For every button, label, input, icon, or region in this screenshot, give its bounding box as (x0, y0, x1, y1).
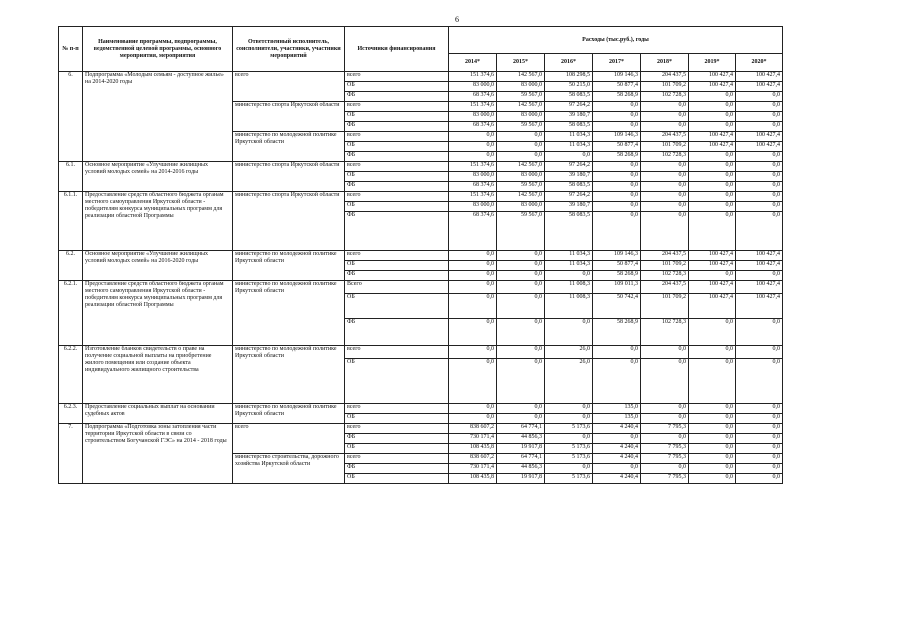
value-cell: 50 877,4 (593, 82, 641, 92)
value-cell: 100 427,4 (736, 82, 783, 92)
value-cell: 19 917,8 (497, 474, 545, 484)
value-cell: 100 427,4 (736, 72, 783, 82)
value-cell: 0,0 (689, 192, 736, 202)
value-cell: 108 298,5 (545, 72, 593, 82)
source-cell: Всего (345, 281, 449, 294)
source-cell: всего (345, 72, 449, 82)
value-cell: 0,0 (689, 271, 736, 281)
value-cell: 83 000,0 (449, 82, 497, 92)
value-cell: 44 856,3 (497, 434, 545, 444)
value-cell: 0,0 (449, 271, 497, 281)
value-cell: 730 171,4 (449, 464, 497, 474)
value-cell: 11 008,3 (545, 294, 593, 319)
value-cell: 100 427,4 (689, 294, 736, 319)
source-cell: ФБ (345, 152, 449, 162)
value-cell: 5 173,6 (545, 424, 593, 434)
value-cell: 97 264,2 (545, 102, 593, 112)
row-number: 6.2.3. (59, 404, 83, 424)
value-cell: 0,0 (689, 474, 736, 484)
source-cell: ОБ (345, 82, 449, 92)
value-cell: 0,0 (641, 162, 689, 172)
value-cell: 83 000,0 (497, 82, 545, 92)
header-source: Источники финансирования (345, 27, 449, 72)
value-cell: 0,0 (449, 251, 497, 261)
value-cell: 102 728,3 (641, 152, 689, 162)
value-cell: 0,0 (593, 434, 641, 444)
value-cell: 135,0 (593, 414, 641, 424)
program-name: Изготовление бланков свидетельств о праве на получение социальной выплаты на приобретение жилого помещения или создание объекта индивидуального жилищного строительства (83, 346, 233, 404)
table-row (59, 404, 783, 414)
table-body (59, 72, 783, 484)
value-cell: 0,0 (497, 142, 545, 152)
value-cell: 0,0 (736, 112, 783, 122)
value-cell: 0,0 (736, 414, 783, 424)
executor-cell: министерство по молодежной политике Иркутской области (233, 132, 345, 162)
value-cell: 0,0 (593, 162, 641, 172)
header-year: 2017* (593, 54, 641, 72)
row-number: 6.2. (59, 251, 83, 281)
value-cell: 68 374,6 (449, 212, 497, 251)
value-cell: 100 427,4 (736, 251, 783, 261)
value-cell: 0,0 (641, 414, 689, 424)
value-cell: 0,0 (497, 152, 545, 162)
value-cell: 0,0 (449, 261, 497, 271)
value-cell: 0,0 (593, 182, 641, 192)
value-cell: 0,0 (641, 112, 689, 122)
value-cell: 100 427,4 (736, 294, 783, 319)
header-year: 2019* (689, 54, 736, 72)
value-cell: 4 240,4 (593, 474, 641, 484)
value-cell: 0,0 (736, 202, 783, 212)
value-cell: 730 171,4 (449, 434, 497, 444)
value-cell: 0,0 (736, 319, 783, 346)
value-cell: 0,0 (593, 212, 641, 251)
value-cell: 0,0 (497, 404, 545, 414)
value-cell: 0,0 (497, 251, 545, 261)
source-cell: ОБ (345, 172, 449, 182)
value-cell: 39 180,7 (545, 112, 593, 122)
value-cell: 0,0 (641, 464, 689, 474)
value-cell: 0,0 (689, 414, 736, 424)
value-cell: 0,0 (641, 434, 689, 444)
source-cell: ОБ (345, 112, 449, 122)
value-cell: 50 877,4 (593, 142, 641, 152)
value-cell: 151 374,6 (449, 192, 497, 202)
value-cell: 4 240,4 (593, 444, 641, 454)
value-cell: 0,0 (449, 404, 497, 414)
value-cell: 26,0 (545, 359, 593, 404)
value-cell: 0,0 (736, 192, 783, 202)
source-cell: ФБ (345, 212, 449, 251)
value-cell: 0,0 (449, 414, 497, 424)
table-row (59, 281, 783, 294)
value-cell: 0,0 (736, 474, 783, 484)
source-cell: ОБ (345, 444, 449, 454)
value-cell: 0,0 (593, 346, 641, 359)
value-cell: 0,0 (736, 346, 783, 359)
value-cell: 0,0 (449, 294, 497, 319)
header-year: 2018* (641, 54, 689, 72)
value-cell: 0,0 (497, 346, 545, 359)
value-cell: 7 795,3 (641, 444, 689, 454)
value-cell: 204 437,5 (641, 132, 689, 142)
source-cell: всего (345, 162, 449, 172)
value-cell: 83 000,0 (497, 172, 545, 182)
value-cell: 100 427,4 (689, 281, 736, 294)
value-cell: 0,0 (497, 132, 545, 142)
value-cell: 100 427,4 (736, 261, 783, 271)
value-cell: 0,0 (497, 261, 545, 271)
value-cell: 0,0 (545, 414, 593, 424)
value-cell: 102 728,3 (641, 92, 689, 102)
program-name: Предоставление социальных выплат на основании судебных актов (83, 404, 233, 424)
value-cell: 59 567,0 (497, 92, 545, 102)
value-cell: 0,0 (545, 404, 593, 414)
header-year: 2014* (449, 54, 497, 72)
value-cell: 0,0 (497, 319, 545, 346)
value-cell: 58 083,5 (545, 92, 593, 102)
value-cell: 0,0 (449, 142, 497, 152)
source-cell: ФБ (345, 182, 449, 192)
value-cell: 0,0 (449, 152, 497, 162)
program-name: Основное мероприятие «Улучшение жилищных условий молодых семей» на 2016-2020 годы (83, 251, 233, 281)
executor-cell: министерство по молодежной политике Иркутской области (233, 404, 345, 424)
value-cell: 59 567,0 (497, 212, 545, 251)
value-cell: 0,0 (689, 112, 736, 122)
value-cell: 0,0 (593, 172, 641, 182)
value-cell: 0,0 (593, 192, 641, 202)
value-cell: 83 000,0 (497, 112, 545, 122)
source-cell: всего (345, 424, 449, 434)
value-cell: 5 173,6 (545, 454, 593, 464)
value-cell: 0,0 (593, 359, 641, 404)
value-cell: 0,0 (689, 92, 736, 102)
value-cell: 0,0 (736, 359, 783, 404)
value-cell: 102 728,3 (641, 319, 689, 346)
value-cell: 0,0 (641, 346, 689, 359)
value-cell: 39 180,7 (545, 202, 593, 212)
value-cell: 100 427,4 (689, 82, 736, 92)
value-cell: 100 427,4 (736, 281, 783, 294)
source-cell: ФБ (345, 92, 449, 102)
value-cell: 142 567,0 (497, 192, 545, 202)
value-cell: 0,0 (689, 122, 736, 132)
value-cell: 5 173,6 (545, 444, 593, 454)
value-cell: 0,0 (641, 212, 689, 251)
value-cell: 204 437,5 (641, 72, 689, 82)
value-cell: 100 427,4 (689, 72, 736, 82)
value-cell: 44 856,3 (497, 464, 545, 474)
value-cell: 0,0 (689, 424, 736, 434)
value-cell: 0,0 (689, 404, 736, 414)
value-cell: 26,0 (545, 346, 593, 359)
value-cell: 0,0 (689, 212, 736, 251)
value-cell: 0,0 (641, 102, 689, 112)
header-year: 2016* (545, 54, 593, 72)
source-cell: ФБ (345, 122, 449, 132)
value-cell: 58 083,5 (545, 182, 593, 192)
value-cell: 11 034,3 (545, 251, 593, 261)
table-row (59, 251, 783, 261)
value-cell: 838 607,2 (449, 454, 497, 464)
executor-cell: министерство по молодежной политике Иркутской области (233, 251, 345, 281)
value-cell: 0,0 (689, 464, 736, 474)
value-cell: 151 374,6 (449, 162, 497, 172)
value-cell: 83 000,0 (449, 172, 497, 182)
value-cell: 0,0 (497, 414, 545, 424)
program-name: Подпрограмма «Молодым семьям - доступное жилье» на 2014-2020 годы (83, 72, 233, 162)
value-cell: 0,0 (736, 434, 783, 444)
value-cell: 97 264,2 (545, 162, 593, 172)
source-cell: ОБ (345, 294, 449, 319)
value-cell: 19 917,8 (497, 444, 545, 454)
row-number: 7. (59, 424, 83, 484)
value-cell: 0,0 (736, 172, 783, 182)
header-program: Наименование программы, подпрограммы, ведомственной целевой программы, основного мероприятия, мероприятия (83, 27, 233, 72)
value-cell: 0,0 (689, 346, 736, 359)
source-cell: ОБ (345, 261, 449, 271)
row-number: 6.2.2. (59, 346, 83, 404)
source-cell: ОБ (345, 202, 449, 212)
source-cell: ФБ (345, 271, 449, 281)
value-cell: 0,0 (449, 359, 497, 404)
value-cell: 0,0 (736, 424, 783, 434)
value-cell: 151 374,6 (449, 72, 497, 82)
value-cell: 68 374,6 (449, 182, 497, 192)
executor-cell: министерство строительства, дорожного хозяйства Иркутской области (233, 454, 345, 484)
value-cell: 4 240,4 (593, 454, 641, 464)
value-cell: 108 435,8 (449, 444, 497, 454)
value-cell: 0,0 (641, 182, 689, 192)
page-number: 6 (455, 15, 459, 24)
value-cell: 68 374,6 (449, 122, 497, 132)
source-cell: всего (345, 132, 449, 142)
value-cell: 101 709,2 (641, 261, 689, 271)
value-cell: 0,0 (641, 359, 689, 404)
value-cell: 0,0 (736, 162, 783, 172)
value-cell: 0,0 (593, 102, 641, 112)
value-cell: 142 567,0 (497, 72, 545, 82)
value-cell: 0,0 (497, 271, 545, 281)
value-cell: 0,0 (689, 444, 736, 454)
value-cell: 83 000,0 (449, 112, 497, 122)
value-cell: 64 774,1 (497, 454, 545, 464)
value-cell: 58 268,9 (593, 152, 641, 162)
value-cell: 11 034,3 (545, 261, 593, 271)
value-cell: 0,0 (449, 346, 497, 359)
value-cell: 142 567,0 (497, 162, 545, 172)
value-cell: 0,0 (736, 152, 783, 162)
value-cell: 0,0 (736, 464, 783, 474)
value-cell: 58 083,5 (545, 212, 593, 251)
value-cell: 101 709,2 (641, 142, 689, 152)
header-year: 2020* (736, 54, 783, 72)
value-cell: 0,0 (449, 319, 497, 346)
program-name: Предоставление средств областного бюджета органам местного самоуправления Иркутской области - победителям конкурса муниципальных программ для реализации областной Программы (83, 281, 233, 346)
value-cell: 100 427,4 (689, 132, 736, 142)
table-row (59, 346, 783, 359)
table-row (59, 192, 783, 202)
program-name: Предоставление средств областного бюджета органам местного самоуправления Иркутской области - победителям конкурса муниципальных программ для реализации областной Программы (83, 192, 233, 251)
value-cell: 0,0 (736, 182, 783, 192)
source-cell: всего (345, 192, 449, 202)
program-name: Подпрограмма «Подготовка зоны затопления части территории Иркутской области в связи со строительством Богучанской ГЭС» на 2014 - 2018 годы (83, 424, 233, 484)
value-cell: 109 011,3 (593, 281, 641, 294)
value-cell: 0,0 (641, 122, 689, 132)
source-cell: ФБ (345, 464, 449, 474)
value-cell: 0,0 (736, 404, 783, 414)
value-cell: 50 215,0 (545, 82, 593, 92)
value-cell: 59 567,0 (497, 182, 545, 192)
executor-cell: министерство по молодежной политике Иркутской области (233, 346, 345, 404)
row-number: 6.1. (59, 162, 83, 192)
value-cell: 0,0 (689, 202, 736, 212)
value-cell: 11 034,3 (545, 142, 593, 152)
value-cell: 7 795,3 (641, 424, 689, 434)
value-cell: 0,0 (593, 202, 641, 212)
value-cell: 58 268,9 (593, 271, 641, 281)
value-cell: 0,0 (641, 404, 689, 414)
row-number: 6. (59, 72, 83, 162)
value-cell: 109 146,3 (593, 72, 641, 82)
budget-table (58, 26, 783, 484)
value-cell: 100 427,4 (689, 261, 736, 271)
value-cell: 0,0 (641, 172, 689, 182)
value-cell: 0,0 (593, 112, 641, 122)
value-cell: 0,0 (641, 192, 689, 202)
value-cell: 97 264,2 (545, 192, 593, 202)
value-cell: 151 374,6 (449, 102, 497, 112)
value-cell: 0,0 (593, 464, 641, 474)
source-cell: всего (345, 102, 449, 112)
header-number: № п-п (59, 27, 83, 72)
value-cell: 0,0 (497, 281, 545, 294)
value-cell: 5 173,6 (545, 474, 593, 484)
value-cell: 0,0 (593, 122, 641, 132)
value-cell: 108 435,8 (449, 474, 497, 484)
value-cell: 0,0 (545, 464, 593, 474)
value-cell: 0,0 (449, 281, 497, 294)
table-row (59, 424, 783, 434)
executor-cell: министерство спорта Иркутской области (233, 102, 345, 132)
source-cell: ФБ (345, 434, 449, 444)
value-cell: 204 437,5 (641, 281, 689, 294)
value-cell: 100 427,4 (736, 132, 783, 142)
value-cell: 0,0 (736, 271, 783, 281)
executor-cell: министерство по молодежной политике Иркутской области (233, 281, 345, 346)
source-cell: всего (345, 454, 449, 464)
value-cell: 0,0 (689, 454, 736, 464)
value-cell: 83 000,0 (497, 202, 545, 212)
value-cell: 0,0 (689, 152, 736, 162)
table-row (59, 72, 783, 82)
value-cell: 0,0 (545, 271, 593, 281)
value-cell: 0,0 (736, 454, 783, 464)
value-cell: 0,0 (545, 152, 593, 162)
value-cell: 0,0 (736, 92, 783, 102)
value-cell: 50 877,4 (593, 261, 641, 271)
value-cell: 0,0 (689, 359, 736, 404)
source-cell: ОБ (345, 414, 449, 424)
value-cell: 0,0 (689, 172, 736, 182)
source-cell: ОБ (345, 142, 449, 152)
row-number: 6.2.1. (59, 281, 83, 346)
value-cell: 100 427,4 (736, 142, 783, 152)
value-cell: 64 774,1 (497, 424, 545, 434)
value-cell: 83 000,0 (449, 202, 497, 212)
value-cell: 4 240,4 (593, 424, 641, 434)
value-cell: 0,0 (545, 434, 593, 444)
value-cell: 0,0 (641, 202, 689, 212)
source-cell: всего (345, 404, 449, 414)
value-cell: 50 742,4 (593, 294, 641, 319)
source-cell: всего (345, 251, 449, 261)
value-cell: 0,0 (689, 162, 736, 172)
executor-cell: всего (233, 72, 345, 102)
row-number: 6.1.1. (59, 192, 83, 251)
value-cell: 11 008,3 (545, 281, 593, 294)
value-cell: 0,0 (736, 102, 783, 112)
value-cell: 109 146,3 (593, 132, 641, 142)
value-cell: 0,0 (689, 182, 736, 192)
header-executor: Ответственный исполнитель, соисполнители, участники, участники мероприятий (233, 27, 345, 72)
value-cell: 142 567,0 (497, 102, 545, 112)
value-cell: 58 083,5 (545, 122, 593, 132)
value-cell: 101 709,2 (641, 294, 689, 319)
value-cell: 68 374,6 (449, 92, 497, 102)
value-cell: 58 268,9 (593, 319, 641, 346)
value-cell: 0,0 (736, 122, 783, 132)
source-cell: всего (345, 346, 449, 359)
value-cell: 0,0 (545, 319, 593, 346)
source-cell: ОБ (345, 474, 449, 484)
value-cell: 0,0 (689, 319, 736, 346)
value-cell: 7 795,3 (641, 454, 689, 464)
value-cell: 101 709,2 (641, 82, 689, 92)
value-cell: 100 427,4 (689, 142, 736, 152)
value-cell: 11 034,3 (545, 132, 593, 142)
value-cell: 109 146,3 (593, 251, 641, 261)
source-cell: ФБ (345, 319, 449, 346)
value-cell: 0,0 (736, 212, 783, 251)
value-cell: 59 567,0 (497, 122, 545, 132)
program-name: Основное мероприятие «Улучшение жилищных условий молодых семей» на 2014-2016 годы (83, 162, 233, 192)
executor-cell: всего (233, 424, 345, 454)
value-cell: 0,0 (497, 294, 545, 319)
value-cell: 58 268,9 (593, 92, 641, 102)
value-cell: 135,0 (593, 404, 641, 414)
value-cell: 0,0 (689, 102, 736, 112)
value-cell: 0,0 (736, 444, 783, 454)
value-cell: 838 607,2 (449, 424, 497, 434)
value-cell: 0,0 (449, 132, 497, 142)
value-cell: 0,0 (497, 359, 545, 404)
executor-cell: министерство спорта Иркутской области (233, 192, 345, 251)
executor-cell: министерство спорта Иркутской области (233, 162, 345, 192)
value-cell: 204 437,5 (641, 251, 689, 261)
value-cell: 7 795,3 (641, 474, 689, 484)
value-cell: 102 728,3 (641, 271, 689, 281)
value-cell: 0,0 (689, 434, 736, 444)
value-cell: 39 180,7 (545, 172, 593, 182)
header-expenses: Расходы (тыс.руб.), годы (449, 27, 783, 54)
source-cell: ОБ (345, 359, 449, 404)
table-row (59, 162, 783, 172)
value-cell: 100 427,4 (689, 251, 736, 261)
header-year: 2015* (497, 54, 545, 72)
